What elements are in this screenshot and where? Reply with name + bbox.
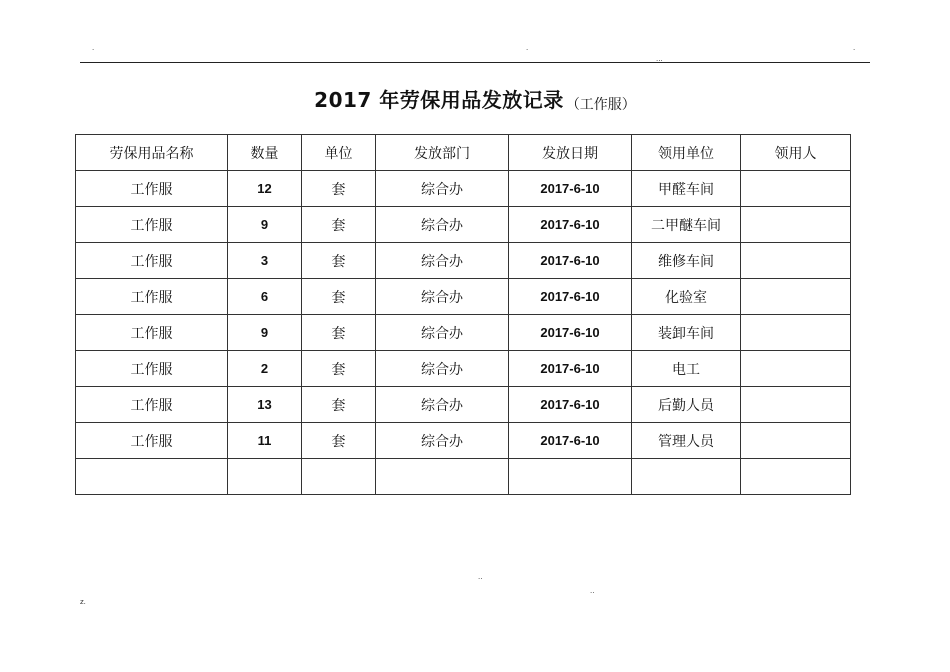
cell-quantity: 9	[228, 315, 302, 351]
table-row	[76, 423, 851, 459]
cell-issuing-department: 综合办	[376, 423, 509, 459]
cell-quantity: 2	[228, 351, 302, 387]
records-table	[75, 134, 851, 495]
cell-unit: 套	[302, 243, 376, 279]
cell-issuing-department	[376, 459, 509, 495]
cell-quantity	[228, 459, 302, 495]
cell-issue-date: 2017-6-10	[509, 171, 632, 207]
cell-recipient	[741, 351, 851, 387]
table-row	[76, 387, 851, 423]
cell-receiving-unit: 甲醛车间	[632, 171, 741, 207]
cell-quantity: 6	[228, 279, 302, 315]
document-title	[0, 84, 950, 113]
cell-unit: 套	[302, 207, 376, 243]
cell-issue-date: 2017-6-10	[509, 315, 632, 351]
page-mark-bottom-left: z.	[80, 598, 86, 606]
cell-receiving-unit: 电工	[632, 351, 741, 387]
cell-receiving-unit: 装卸车间	[632, 315, 741, 351]
cell-receiving-unit: 维修车间	[632, 243, 741, 279]
cell-item-name: 工作服	[76, 279, 228, 315]
cell-issue-date: 2017-6-10	[509, 243, 632, 279]
cell-receiving-unit: 后勤人员	[632, 387, 741, 423]
cell-quantity: 12	[228, 171, 302, 207]
cell-issuing-department: 综合办	[376, 171, 509, 207]
header-item-name: 劳保用品名称	[76, 135, 228, 171]
cell-receiving-unit: 二甲醚车间	[632, 207, 741, 243]
cell-recipient	[741, 423, 851, 459]
cell-item-name: 工作服	[76, 207, 228, 243]
cell-item-name: 工作服	[76, 171, 228, 207]
table-row	[76, 351, 851, 387]
cell-issuing-department: 综合办	[376, 207, 509, 243]
cell-unit: 套	[302, 351, 376, 387]
table-row	[76, 315, 851, 351]
cell-issuing-department: 综合办	[376, 279, 509, 315]
cell-quantity: 11	[228, 423, 302, 459]
cell-receiving-unit	[632, 459, 741, 495]
cell-issue-date: 2017-6-10	[509, 279, 632, 315]
cell-item-name: 工作服	[76, 423, 228, 459]
title-main: 2017 年劳保用品发放记录	[314, 88, 564, 112]
page-mark-bottom-center-1: ..	[478, 573, 483, 581]
title-subtitle: （工作服）	[565, 97, 636, 113]
table-row	[76, 171, 851, 207]
table-header-row	[76, 135, 851, 171]
cell-recipient	[741, 243, 851, 279]
header-quantity: 数量	[228, 135, 302, 171]
header-recipient: 领用人	[741, 135, 851, 171]
cell-issue-date: 2017-6-10	[509, 351, 632, 387]
cell-issuing-department: 综合办	[376, 351, 509, 387]
cell-unit: 套	[302, 171, 376, 207]
table-row	[76, 279, 851, 315]
cell-unit: 套	[302, 279, 376, 315]
cell-unit	[302, 459, 376, 495]
cell-unit: 套	[302, 315, 376, 351]
cell-item-name: 工作服	[76, 387, 228, 423]
cell-quantity: 9	[228, 207, 302, 243]
cell-item-name: 工作服	[76, 351, 228, 387]
page-mark-top-center: .	[526, 44, 529, 52]
cell-issue-date: 2017-6-10	[509, 207, 632, 243]
page-mark-bottom-center-2: ..	[590, 587, 595, 595]
cell-unit: 套	[302, 423, 376, 459]
page-mark-under-rule: ...	[656, 55, 663, 63]
table-row-empty	[76, 459, 851, 495]
cell-receiving-unit: 化验室	[632, 279, 741, 315]
cell-issuing-department: 综合办	[376, 315, 509, 351]
cell-receiving-unit: 管理人员	[632, 423, 741, 459]
page-mark-top-right: .	[853, 44, 856, 52]
cell-quantity: 13	[228, 387, 302, 423]
header-issuing-department: 发放部门	[376, 135, 509, 171]
cell-issuing-department: 综合办	[376, 243, 509, 279]
cell-item-name	[76, 459, 228, 495]
cell-recipient	[741, 459, 851, 495]
cell-recipient	[741, 387, 851, 423]
cell-issuing-department: 综合办	[376, 387, 509, 423]
cell-item-name: 工作服	[76, 243, 228, 279]
cell-recipient	[741, 315, 851, 351]
cell-recipient	[741, 207, 851, 243]
table-row	[76, 207, 851, 243]
cell-issue-date	[509, 459, 632, 495]
header-rule	[80, 62, 870, 63]
cell-issue-date: 2017-6-10	[509, 423, 632, 459]
cell-unit: 套	[302, 387, 376, 423]
table-row	[76, 243, 851, 279]
page-mark-top-left: .	[92, 44, 95, 52]
header-issue-date: 发放日期	[509, 135, 632, 171]
cell-quantity: 3	[228, 243, 302, 279]
cell-issue-date: 2017-6-10	[509, 387, 632, 423]
cell-item-name: 工作服	[76, 315, 228, 351]
header-receiving-unit: 领用单位	[632, 135, 741, 171]
cell-recipient	[741, 279, 851, 315]
cell-recipient	[741, 171, 851, 207]
header-unit: 单位	[302, 135, 376, 171]
